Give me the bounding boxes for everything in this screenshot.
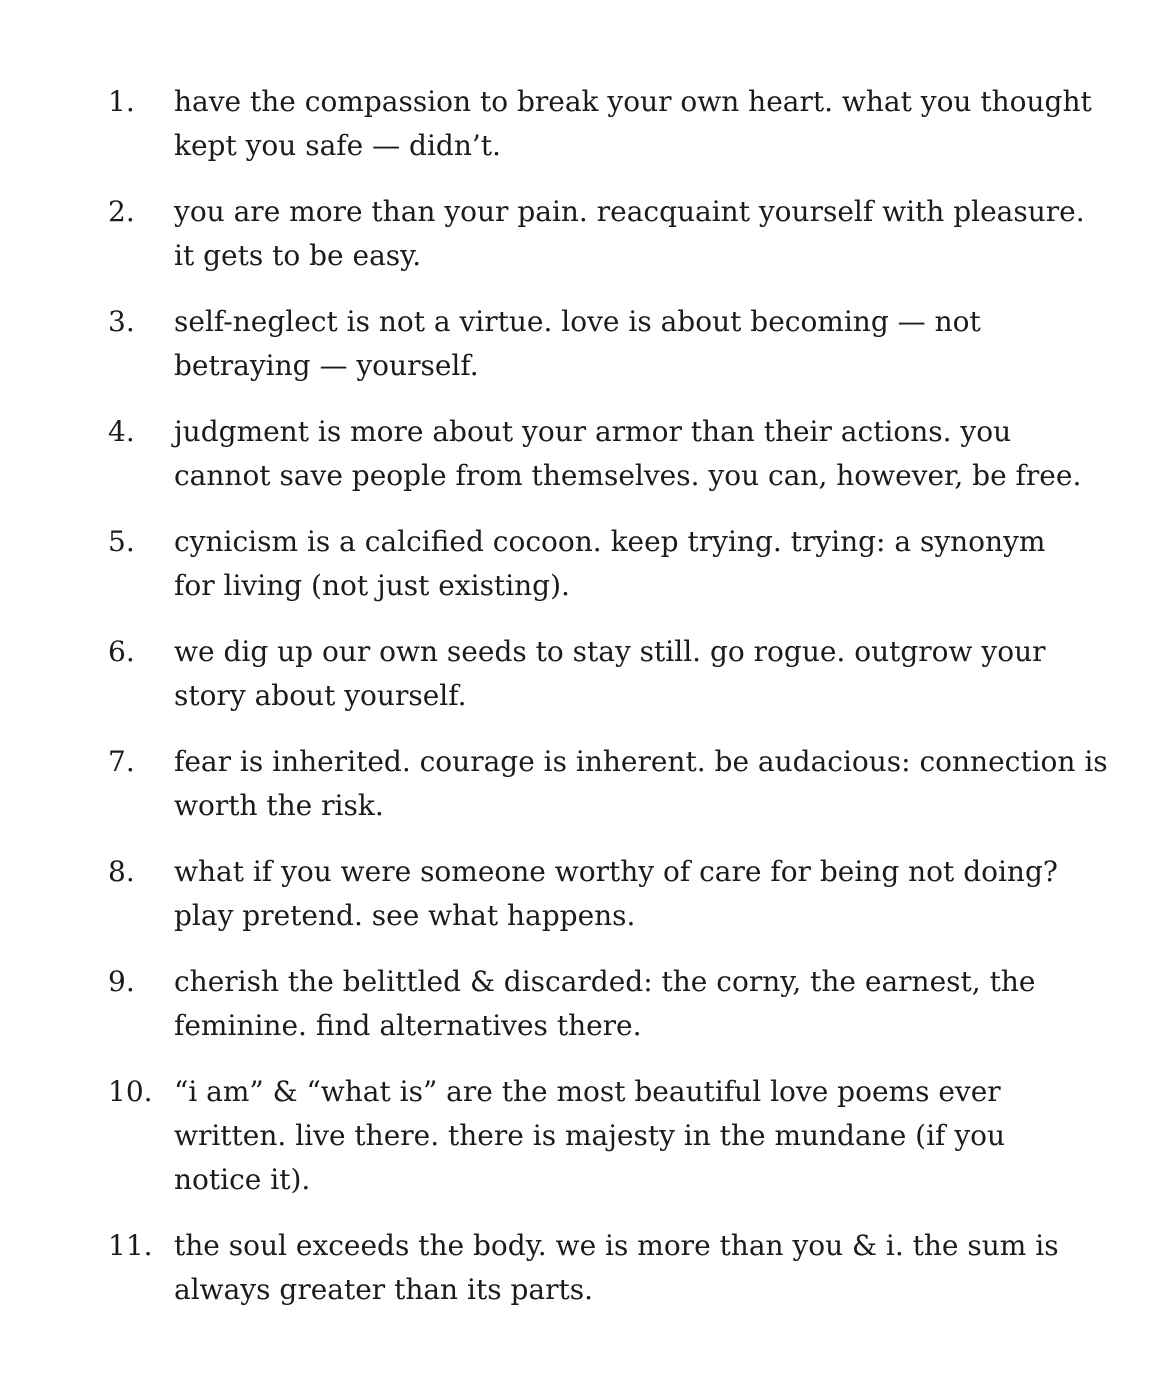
item-text-line: self-neglect is not a virtue. love is about becoming — not <box>174 305 981 338</box>
item-number: 5. <box>108 525 135 558</box>
item-text <box>174 1070 1074 1202</box>
item-number: 10. <box>108 1075 153 1108</box>
item-text-line: “i am” & “what is” are the most beautiful love poems ever <box>174 1075 1001 1108</box>
item-text-line: feminine. find alternatives there. <box>174 1009 642 1042</box>
item-text-line: notice it). <box>174 1163 311 1196</box>
item-number: 8. <box>108 855 135 888</box>
item-text-line: fear is inherited. courage is inherent. be audacious: connection is <box>174 745 1108 778</box>
item-text <box>174 520 1074 608</box>
item-text <box>174 850 1074 938</box>
item-text-line: written. live there. there is majesty in the mundane (if you <box>174 1119 1006 1152</box>
item-text-line: worth the risk. <box>174 789 384 822</box>
item-text-line: cannot save people from themselves. you can, however, be free. <box>174 459 1082 492</box>
item-number: 2. <box>108 195 135 228</box>
item-number: 11. <box>108 1229 153 1262</box>
item-text-line: kept you safe — didn’t. <box>174 129 501 162</box>
item-text-line: cynicism is a calcified cocoon. keep trying. trying: a synonym <box>174 525 1046 558</box>
item-text-line: always greater than its parts. <box>174 1273 593 1306</box>
item-text-line: betraying — yourself. <box>174 349 479 382</box>
item-number: 3. <box>108 305 135 338</box>
item-text-line: judgment is more about your armor than their actions. you <box>174 415 1012 448</box>
item-text-line: we dig up our own seeds to stay still. go rogue. outgrow your <box>174 635 1046 668</box>
item-text-line: for living (not just existing). <box>174 569 570 602</box>
item-number: 6. <box>108 635 135 668</box>
item-text <box>174 740 1108 828</box>
item-text-line: what if you were someone worthy of care for being not doing? <box>174 855 1058 888</box>
item-text-line: story about yourself. <box>174 679 467 712</box>
item-text <box>174 1224 1074 1312</box>
item-text <box>174 960 1074 1048</box>
item-number: 1. <box>108 85 135 118</box>
item-text-line: you are more than your pain. reacquaint yourself with pleasure. <box>174 195 1085 228</box>
item-text-line: play pretend. see what happens. <box>174 899 636 932</box>
item-number: 7. <box>108 745 135 778</box>
item-text <box>174 630 1074 718</box>
item-number: 9. <box>108 965 135 998</box>
item-text-line: it gets to be easy. <box>174 239 422 272</box>
item-text <box>174 410 1082 498</box>
item-text <box>174 190 1085 278</box>
item-number: 4. <box>108 415 135 448</box>
item-text-line: the soul exceeds the body. we is more than you & i. the sum is <box>174 1229 1059 1262</box>
item-text <box>174 80 1092 168</box>
item-text-line: cherish the belittled & discarded: the corny, the earnest, the <box>174 965 1036 998</box>
item-text-line: have the compassion to break your own heart. what you thought <box>174 85 1092 118</box>
item-text <box>174 300 1074 388</box>
